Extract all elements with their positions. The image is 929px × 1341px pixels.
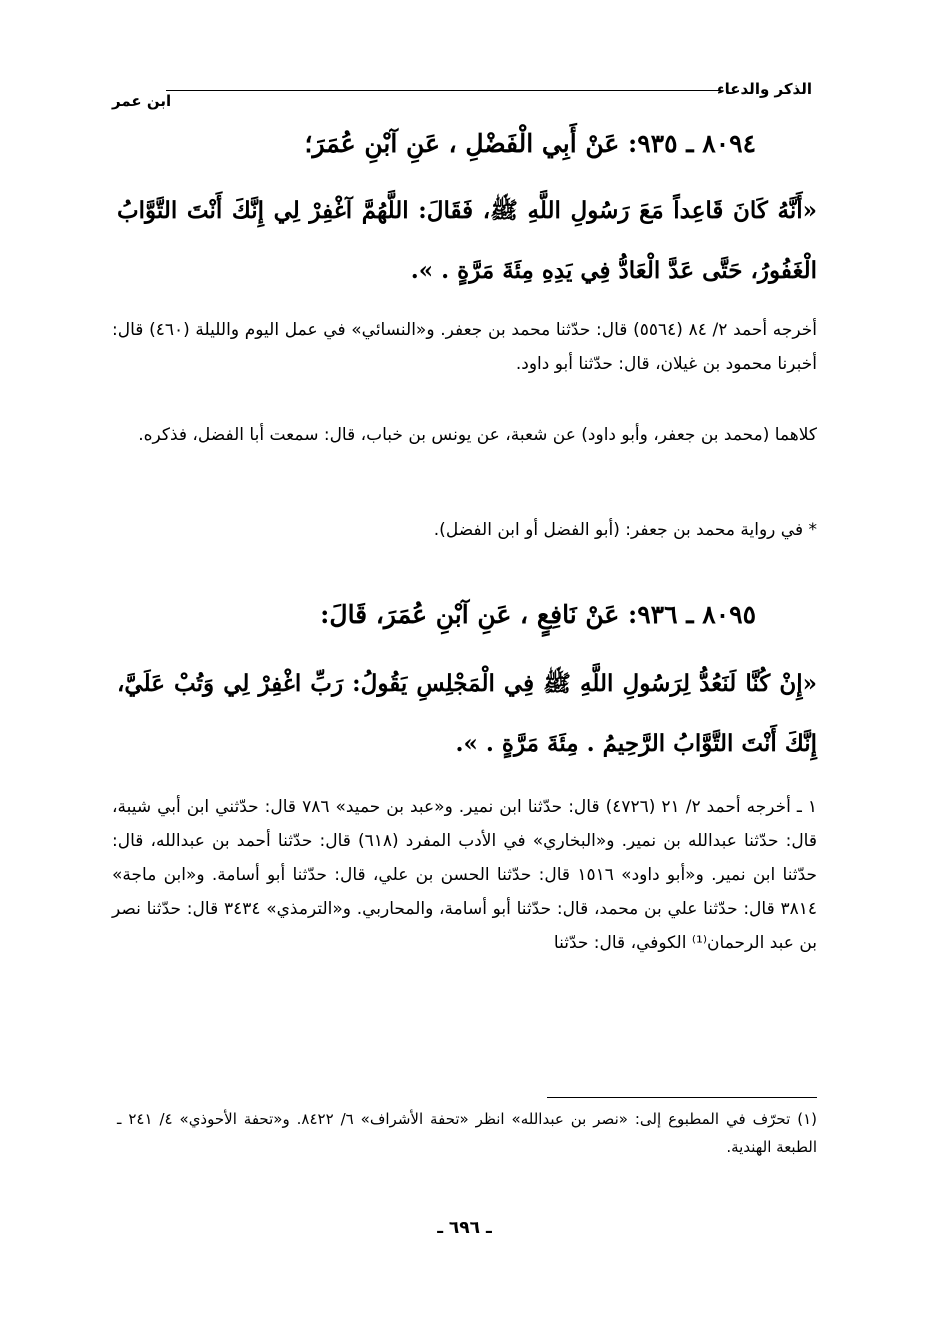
- commentary-paragraph: أخرجه أحمد ٢/ ٨٤ (٥٥٦٤) قال: حدّثنا محمد بن جعفر. و«النسائي» في عمل اليوم والليلة (٤٦٠) قال: أخبرنا محمود بن غيلان، قال: حدّثنا أبو داود.: [112, 320, 818, 374]
- commentary-paragraph: كلاهما (محمد بن جعفر، وأبو داود) عن شعبة، عن يونس بن خباب، قال: سمعت أبا الفضل، فذكره.: [138, 425, 817, 445]
- footnote: (١) تحرّف في المطبوع إلى: «نصر بن عبدالله» انظر «تحفة الأشراف» ٦/ ٨٤٢٢. و«تحفة الأحوذي» ٤/ ٢٤١ ـ الطبعة الهندية.: [117, 1110, 817, 1156]
- header-rule: [166, 90, 720, 91]
- hadith-text: «أَنَّهُ كَانَ قَاعِداً مَعَ رَسُولِ اللَّهِ ﷺ، فَقَالَ: اللَّهُمَّ آغْفِرْ لِي إِنَّكَ أَنْتَ التَّوَّابُ الْغَفُورُ، حَتَّى عَدَّ الْعَادُّ فِي يَدِهِ مِئَةَ مَرَّةٍ . ».: [117, 197, 817, 284]
- takhrij-commentary: [112, 418, 817, 452]
- hadith-heading: ٨٠٩٤ ـ ٩٣٥: عَنْ أَبِي الْفَضْلِ ، عَنِ آبْنِ عُمَرَ؛: [304, 129, 756, 158]
- page-number: ـ ٦٩٦ ـ: [437, 1218, 492, 1238]
- chapter-title: الذكر والدعاء: [716, 80, 812, 98]
- hadith-heading: ٨٠٩٥ ـ ٩٣٦: عَنْ نَافِعٍ ، عَنِ آبْنِ عُمَرَ، قَالَ:: [320, 600, 756, 629]
- takhrij-commentary: [112, 513, 817, 547]
- commentary-note: * في رواية محمد بن جعفر: (أبو الفضل أو ابن الفضل).: [433, 520, 817, 540]
- takhrij-commentary: [112, 313, 817, 381]
- hadith-text: «إِنْ كُنَّا لَنَعُدُّ لِرَسُولِ اللَّهِ ﷺ فِي الْمَجْلِسِ يَقُولُ: رَبِّ اغْفِرْ لِي وَتُبْ عَلَيَّ، إِنَّكَ أَنْتَ التَّوَّابُ الرَّحِيمُ . مِئَةَ مَرَّةٍ . ».: [117, 670, 817, 757]
- takhrij-commentary: [112, 790, 817, 960]
- footnote-rule: [547, 1097, 817, 1098]
- narrator-title: ابن عمر: [112, 92, 172, 110]
- running-header: [112, 80, 812, 120]
- commentary-paragraph: ١ ـ أخرجه أحمد ٢/ ٢١ (٤٧٢٦) قال: حدّثنا ابن نمير. و«عبد بن حميد» ٧٨٦ قال: حدّثني ابن أبي شيبة، قال: حدّثنا عبدالله بن نمير. و«البخاري» في الأدب المفرد (٦١٨) قال: حدّثنا أحمد بن عبدالله، قال: حدّثنا ابن نمير. و«أبو داود» ١٥١٦ قال: حدّثنا الحسن بن علي، قال: حدّثنا أبو أسامة. و«ابن ماجة» ٣٨١٤ قال: حدّثنا علي بن محمد، قال: حدّثنا أبو أسامة، والمحاربي. و«الترمذي» ٣٤٣٤ قال: حدّثنا نصر بن عبد الرحمان⁽¹⁾ الكوفي، قال: حدّثنا: [112, 797, 817, 953]
